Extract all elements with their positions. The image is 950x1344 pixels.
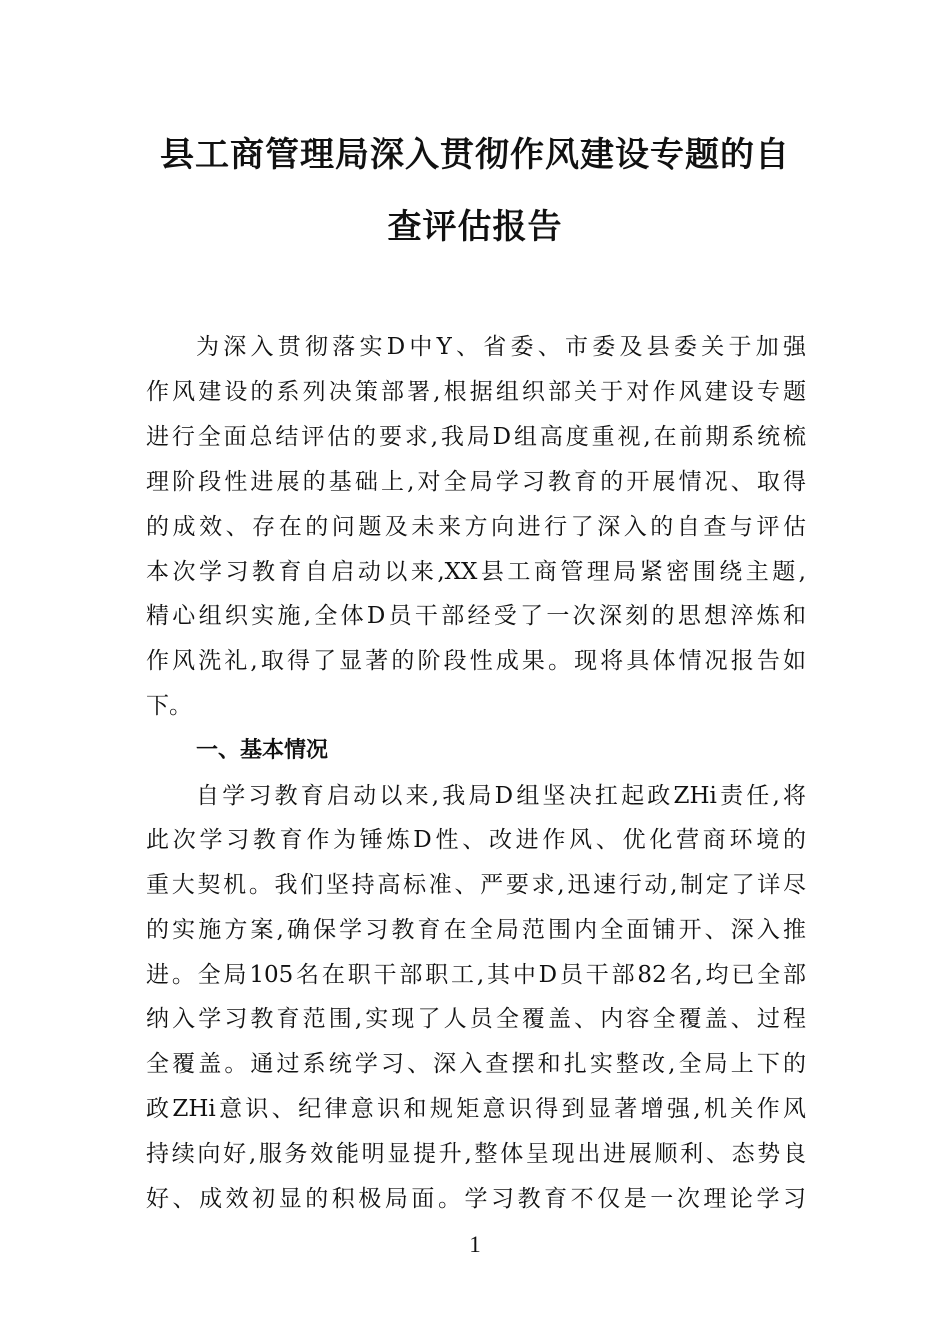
paragraph-line: 理阶段性进展的基础上,对全局学习教育的开展情况、取得 <box>146 469 806 495</box>
paragraph-line: 本次学习教育自启动以来,XX县工商管理局紧密围绕主题, <box>146 559 806 585</box>
paragraph-line: 此次学习教育作为锤炼D性、改进作风、优化营商环境的 <box>146 827 806 853</box>
page-number: 1 <box>469 1232 481 1257</box>
section-heading-basic-situation: 一、基本情况 <box>196 738 329 763</box>
paragraph-line: 好、成效初显的积极局面。学习教育不仅是一次理论学习 <box>146 1186 806 1212</box>
paragraph-line: 作风洗礼,取得了显著的阶段性成果。现将具体情况报告如 <box>146 648 806 674</box>
paragraph-line: 全覆盖。通过系统学习、深入查摆和扎实整改,全局上下的 <box>146 1051 806 1077</box>
paragraph-line: 下。 <box>146 693 192 719</box>
document-title-line-1: 县工商管理局深入贯彻作风建设专题的自 <box>160 135 790 175</box>
paragraph-line: 进行全面总结评估的要求,我局D组高度重视,在前期系统梳 <box>146 424 806 450</box>
paragraph-line: 为深入贯彻落实D中Y、省委、市委及县委关于加强 <box>196 334 806 360</box>
paragraph-line: 精心组织实施,全体D员干部经受了一次深刻的思想淬炼和 <box>146 603 806 629</box>
paragraph-line: 纳入学习教育范围,实现了人员全覆盖、内容全覆盖、过程 <box>146 1006 806 1032</box>
paragraph-line: 持续向好,服务效能明显提升,整体呈现出进展顺利、态势良 <box>146 1141 806 1167</box>
paragraph-line: 的实施方案,确保学习教育在全局范围内全面铺开、深入推 <box>146 917 806 943</box>
paragraph-line: 作风建设的系列决策部署,根据组织部关于对作风建设专题 <box>146 379 806 405</box>
paragraph-line: 进。全局105名在职干部职工,其中D员干部82名,均已全部 <box>146 962 806 988</box>
paragraph-line: 自学习教育启动以来,我局D组坚决扛起政ZHi责任,将 <box>196 783 806 809</box>
document-title-line-2: 查评估报告 <box>387 207 563 247</box>
paragraph-line: 重大契机。我们坚持高标准、严要求,迅速行动,制定了详尽 <box>146 872 806 898</box>
paragraph-line: 政ZHi意识、纪律意识和规矩意识得到显著增强,机关作风 <box>146 1096 806 1122</box>
paragraph-line: 的成效、存在的问题及未来方向进行了深入的自查与评估 <box>146 514 806 540</box>
